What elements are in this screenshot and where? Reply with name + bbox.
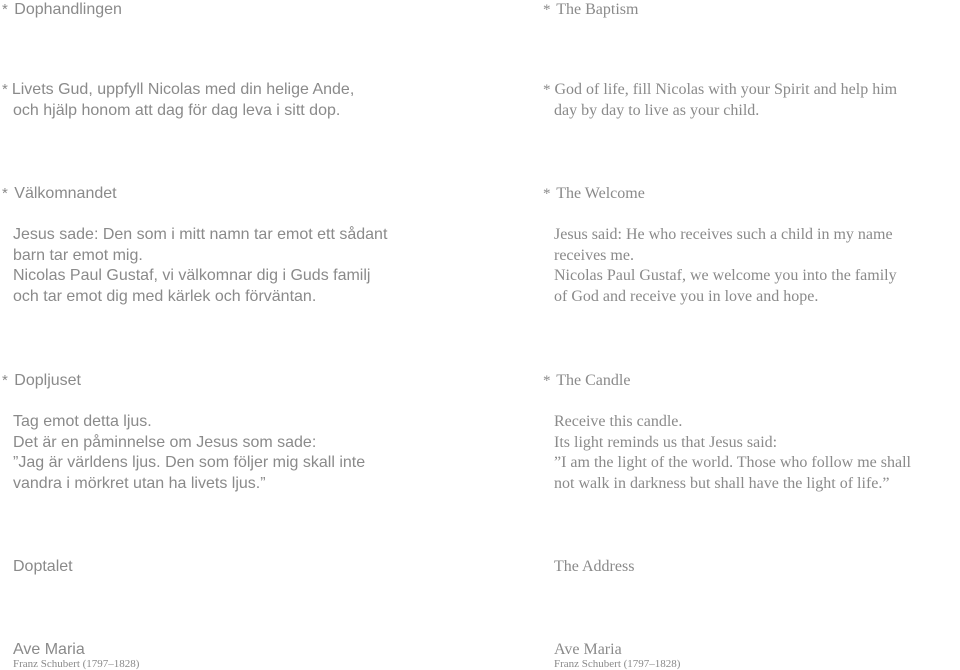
section-heading-doptalet: Doptalet — [13, 558, 73, 575]
candle-line: Tag emot detta ljus. — [13, 413, 152, 430]
asterisk-marker: * — [543, 82, 551, 98]
welcome-line: barn tar emot mig. — [13, 246, 143, 264]
asterisk-marker: * — [543, 186, 551, 202]
asterisk-marker: * — [2, 81, 8, 98]
welcome-line: Nicolas Paul Gustaf, we welcome you into the family — [554, 267, 897, 284]
candle-line: ”Jag är världens ljus. Den som följer mig skall inte — [13, 454, 366, 471]
asterisk-marker: * — [2, 185, 8, 202]
candle-line: not walk in darkness but shall have the light of life.” — [554, 474, 890, 492]
heading-text: Dopljuset — [14, 372, 81, 389]
heading-text: The Baptism — [556, 1, 639, 18]
prayer-text — [2, 80, 355, 121]
section-heading-the-welcome — [543, 184, 645, 204]
heading-text: Dophandlingen — [14, 1, 122, 18]
heading-text: The Welcome — [556, 185, 645, 202]
candle-line: Det är en påminnelse om Jesus som sade: — [13, 433, 317, 451]
candle-text — [554, 412, 911, 494]
asterisk-marker: * — [543, 373, 551, 389]
welcome-line: receives me. — [554, 246, 634, 264]
welcome-line: Jesus sade: Den som i mitt namn tar emot ett sådant — [13, 226, 388, 243]
welcome-line: och tar emot dig med kärlek och förväntan. — [13, 287, 317, 305]
heading-text: Välkomnandet — [14, 185, 117, 202]
asterisk-marker: * — [543, 2, 551, 18]
section-heading-the-candle — [543, 371, 630, 391]
prayer-text — [543, 80, 898, 121]
heading-text: The Candle — [556, 372, 631, 389]
section-heading-the-baptism — [543, 0, 638, 20]
section-heading-dophandlingen — [2, 0, 122, 20]
section-heading-valkomnandet — [2, 184, 117, 204]
section-heading-the-address: The Address — [554, 558, 635, 575]
music-title: Ave Maria — [554, 641, 622, 658]
composer-caption: Franz Schubert (1797–1828) — [13, 658, 140, 670]
prayer-line: * God of life, fill Nicolas with your Spirit and help him — [543, 81, 898, 98]
asterisk-marker: * — [2, 372, 8, 389]
asterisk-marker: * — [2, 1, 8, 18]
welcome-line: Nicolas Paul Gustaf, vi välkomnar dig i Guds familj — [13, 267, 371, 284]
candle-text — [13, 412, 365, 494]
candle-line: ”I am the light of the world. Those who follow me shall — [554, 454, 911, 471]
prayer-line: * Livets Gud, uppfyll Nicolas med din helige Ande, — [2, 81, 355, 98]
welcome-text — [13, 225, 387, 307]
welcome-line: of God and receive you in love and hope. — [554, 287, 819, 305]
candle-line: Its light reminds us that Jesus said: — [554, 433, 778, 451]
prayer-line: day by day to live as your child. — [554, 101, 760, 119]
prayer-line: och hjälp honom att dag för dag leva i sitt dop. — [13, 101, 341, 119]
welcome-text — [554, 225, 897, 307]
section-heading-dopljuset — [2, 371, 81, 391]
composer-caption: Franz Schubert (1797–1828) — [554, 658, 681, 670]
candle-line: Receive this candle. — [554, 413, 683, 430]
music-title: Ave Maria — [13, 641, 85, 658]
candle-line: vandra i mörkret utan ha livets ljus.” — [13, 474, 266, 492]
welcome-line: Jesus said: He who receives such a child in my name — [554, 226, 893, 243]
